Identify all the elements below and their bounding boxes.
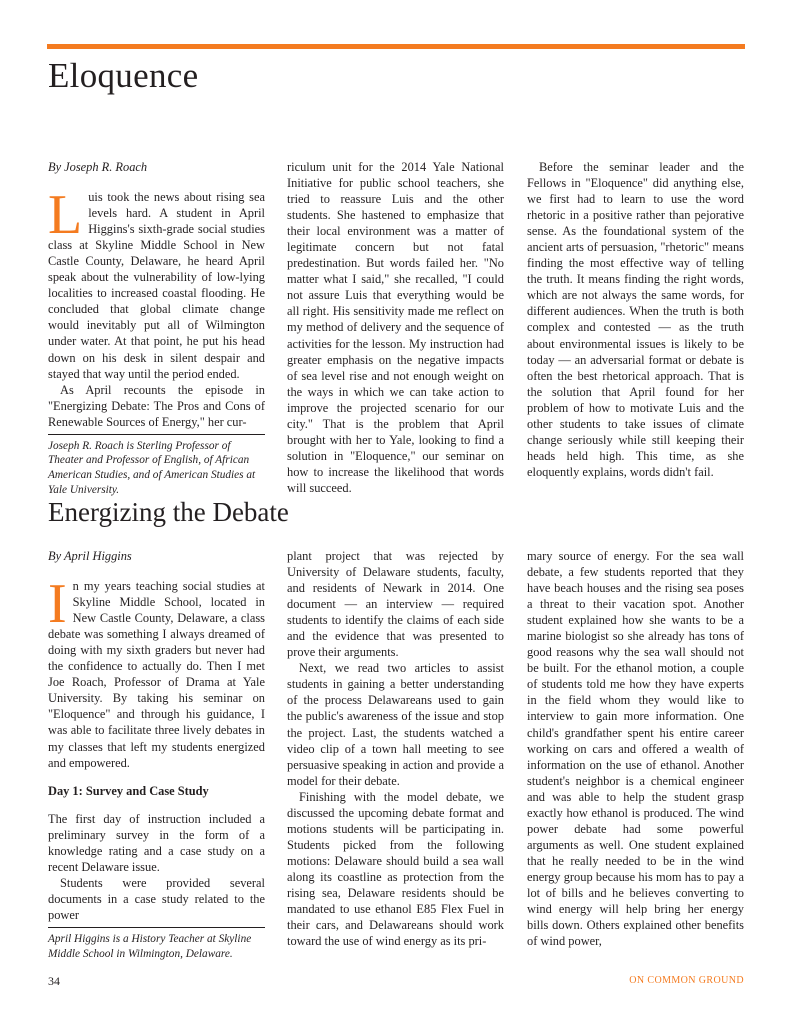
article2-column-2 (287, 548, 504, 949)
article2-paragraph-7: mary source of energy. For the sea wall debate, a few students reported that they have beach houses and the rising sea poses a threat to their vacation spot. Another student explained how she wants to be a marine biologist so she already has tons of good reasons why the sea wall should not be built. For the ethanol motion, a couple of students told me how they have experts in the field whom they would like to interview to gain more information. One child's grandfather spent his entire career working on cars and offered a wealth of information on the use of ethanol. Another student's neighbor is a chemical engineer and was able to help the student grasp exactly how ethanol is produced. The wind power debate had some powerful arguments as well. One student explained that he really needed to be in the wind energy group because his mom has to pay a lot of bills and he believes converting to wind energy will help bring her energy bills down. Others explained other benefits of wind power, (527, 549, 744, 949)
article1-dropcap: L (48, 184, 83, 247)
magazine-name: ON COMMON GROUND (629, 975, 744, 986)
article2-paragraph-1: In my years teaching social studies at Skyline Middle School, located in New Castle County, Delaware, a class debate was something I always dreamed of doing with my sixth graders but never had the confidence to actually do. Then I met Joe Roach, Professor of Drama at Yale University. By taking his seminar on "Eloquence" and through his guidance, I was able to facilitate three lively debates in my classes that left my students energized and empowered. (48, 573, 265, 770)
article2-dropcap: I (48, 573, 67, 636)
article2-author-bio: April Higgins is a History Teacher at Skyline Middle School in Wilmington, Delaware. (48, 927, 265, 961)
article1-column-1 (48, 159, 265, 497)
article2-column-1 (48, 548, 265, 961)
article1-column-2 (287, 159, 504, 496)
article1-paragraph-3: riculum unit for the 2014 Yale National Initiative for public school teachers, she tried to reassure Luis and the other students. She hastened to emphasize that their local environment was a matter of legitimate concern but not fatal predestination. But words failed her. "No matter what I said," she recalled, "I could not assure Luis that everything would be all right. His sensitivity made me reflect on my method of delivery and the sequence of activities for the lesson. My instruction had greater emphasis on the negative impacts of sea level rise and not enough weight on the ways in which we can take action to improve the projected scenario for our city." That is the problem that April brought with her to Yale, looking to find a solution in "Eloquence," our seminar on how to increase the likelihood that words will succeed. (287, 160, 504, 495)
article2-paragraph-5: Next, we read two articles to assist students in gaining a better understanding of the process Delawareans used to gain the public's awareness of the issue and stop the project. Last, the students watched a video clip of a town hall meeting to see persuasive speaking in action and provide a model for their debate. (287, 661, 504, 788)
article2-paragraph-2: The first day of instruction included a preliminary survey in the form of a knowledge rating and a case study on a recent Delaware issue. (48, 811, 265, 874)
article1-author-bio: Joseph R. Roach is Sterling Professor of Theater and Professor of English, of African American Studies, and of American Studies at Yale University. (48, 434, 265, 497)
article2-byline: By April Higgins (48, 549, 132, 563)
article1-paragraph-1: Luis took the news about rising sea levels hard. A student in April Higgins's sixth-grade social studies class at Skyline Middle School in New Castle County, Delaware, he heard April speak about the vulnerability of low-lying localities to increased coastal flooding. He concluded that global climate change would inevitably put all of Wilmington under water. At that point, he put his head down on his desk in silent despair and stayed that way until the period ended. (48, 184, 265, 381)
article-title-eloquence: Eloquence (48, 56, 199, 95)
article1-byline: By Joseph R. Roach (48, 160, 148, 174)
article2-subhead-day1: Day 1: Survey and Case Study (48, 783, 209, 798)
article2-paragraph-6: Finishing with the model debate, we discussed the upcoming debate format and motions students will be participating in. Students picked from the following motions: Delaware should build a sea wall along its coastline as protection from the rising sea, Delaware residents should be mandated to use ethanol E85 Flex Fuel in their cars, and Delawareans should work toward the use of wind energy as its pri- (287, 789, 504, 949)
top-accent-bar (47, 44, 745, 49)
page-number: 34 (48, 974, 60, 988)
article2-column-3 (527, 548, 744, 949)
article1-paragraph-2: As April recounts the episode in "Energizing Debate: The Pros and Cons of Renewable Sources of Energy," her cur- (48, 382, 265, 429)
article1-paragraph-4: Before the seminar leader and the Fellows in "Eloquence" did anything else, we first had to learn to use the word rhetoric in a positive rather than pejorative sense. As the foundational system of the ancient arts of persuasion, "rhetoric" means finding the most effective way of telling the truth. It means finding the right words, which are not always the same words, for different audiences. When the truth is both complex and contested — as the truth about environmental issues is likely to be today — an adversarial format or debate is often the best rhetorical approach. That is the solution that April found for her problem of how to motivate Luis and the other students to take issues of climate change seriously while still keeping their heads held high. This time, as she eloquently explains, words didn't fail. (527, 160, 744, 479)
article2-paragraph-3: Students were provided several documents in a case study related to the power (48, 875, 265, 922)
article1-column-3 (527, 159, 744, 480)
article2-paragraph-4: plant project that was rejected by University of Delaware students, faculty, and residents of Newark in 2014. One document — an interview — required students to identify the claims of each side and the evidence that was presented to prove their arguments. (287, 549, 504, 660)
article-title-energizing-debate: Energizing the Debate (48, 497, 289, 527)
